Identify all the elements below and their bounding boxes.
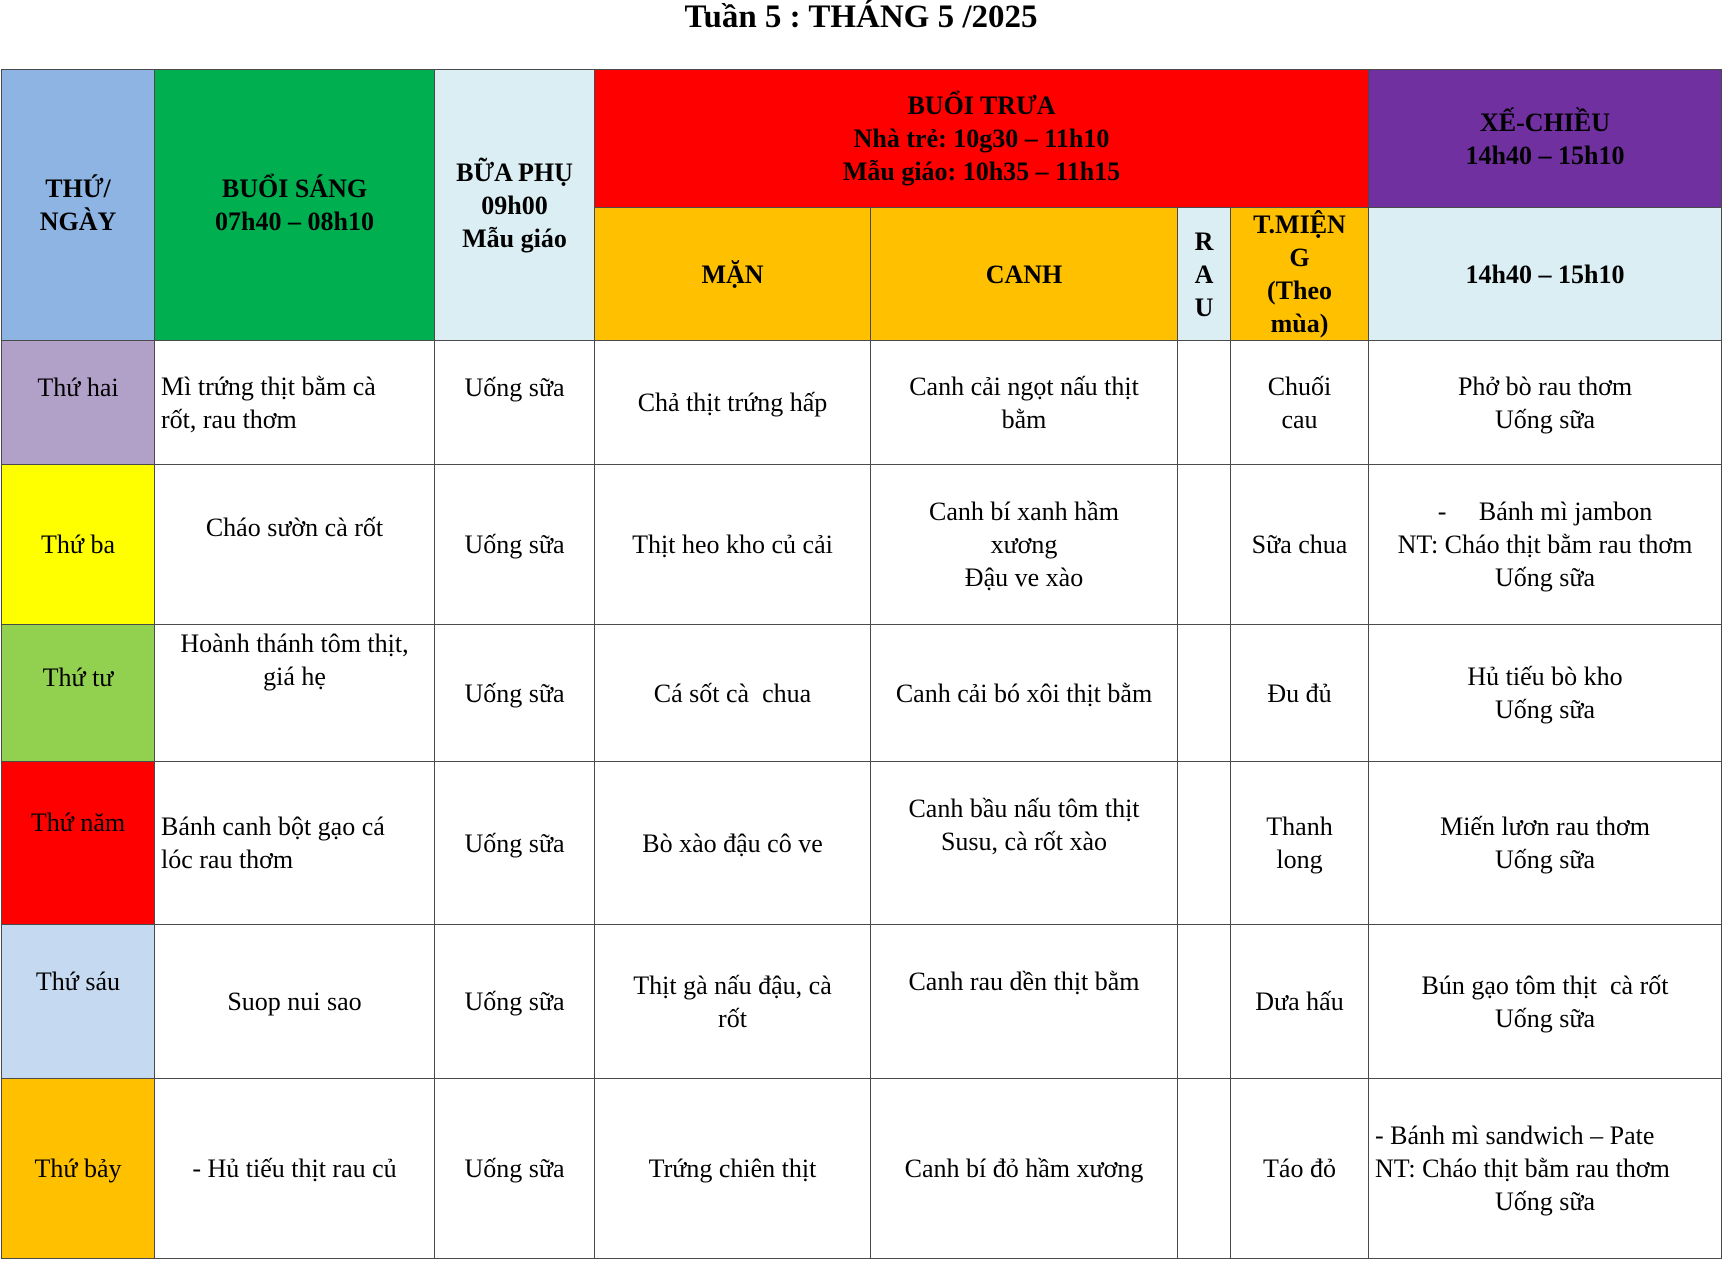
man-cell: Trứng chiên thịt (595, 1079, 871, 1259)
rau-cell (1178, 625, 1231, 762)
snack-cell: Uống sữa (435, 762, 595, 925)
man-cell: Thịt heo kho củ cải (595, 465, 871, 625)
morning-cell: Suop nui sao (155, 925, 435, 1079)
header-man: MẶN (595, 208, 871, 341)
header-canh: CANH (871, 208, 1178, 341)
morning-cell: Cháo sườn cà rốt (155, 465, 435, 625)
dessert-cell: Sữa chua (1231, 465, 1369, 625)
rau-cell (1178, 762, 1231, 925)
snack-cell: Uống sữa (435, 1079, 595, 1259)
header-lunch: BUỔI TRƯA Nhà trẻ: 10g30 – 11h10 Mẫu giáo: 10h35 – 11h15 (595, 70, 1369, 208)
man-cell: Thịt gà nấu đậu, cà rốt (595, 925, 871, 1079)
header-afternoon-time: 14h40 – 15h10 (1369, 208, 1722, 341)
afternoon-cell: - Bánh mì sandwich – Pate NT: Cháo thịt bằm rau thơm Uống sữa (1369, 1079, 1722, 1259)
day-cell: Thứ sáu (2, 925, 155, 1079)
rau-cell (1178, 925, 1231, 1079)
canh-cell: Canh cải bó xôi thịt bằm (871, 625, 1178, 762)
snack-cell: Uống sữa (435, 341, 595, 465)
day-cell: Thứ năm (2, 762, 155, 925)
dessert-cell: Đu đủ (1231, 625, 1369, 762)
table-row (2, 465, 1722, 625)
table-row (2, 625, 1722, 762)
snack-cell: Uống sữa (435, 925, 595, 1079)
day-cell: Thứ tư (2, 625, 155, 762)
afternoon-cell: Bún gạo tôm thịt cà rốt Uống sữa (1369, 925, 1722, 1079)
canh-cell: Canh bí xanh hầm xương Đậu ve xào (871, 465, 1178, 625)
header-rau: R A U (1178, 208, 1231, 341)
day-cell: Thứ bảy (2, 1079, 155, 1259)
table-row (2, 1079, 1722, 1259)
dessert-cell: Dưa hấu (1231, 925, 1369, 1079)
header-snack: BỮA PHỤ 09h00 Mẫu giáo (435, 70, 595, 341)
rau-cell (1178, 1079, 1231, 1259)
morning-cell: - Hủ tiếu thịt rau củ (155, 1079, 435, 1259)
canh-cell: Canh bí đỏ hầm xương (871, 1079, 1178, 1259)
snack-cell: Uống sữa (435, 625, 595, 762)
afternoon-cell: Phở bò rau thơm Uống sữa (1369, 341, 1722, 465)
morning-cell: Mì trứng thịt bằm cà rốt, rau thơm (155, 341, 435, 465)
man-cell: Cá sốt cà chua (595, 625, 871, 762)
rau-cell (1178, 465, 1231, 625)
afternoon-cell: Miến lươn rau thơm Uống sữa (1369, 762, 1722, 925)
canh-cell: Canh bầu nấu tôm thịt Susu, cà rốt xào (871, 762, 1178, 925)
snack-cell: Uống sữa (435, 465, 595, 625)
dessert-cell: Thanh long (1231, 762, 1369, 925)
page-title: Tuần 5 : THÁNG 5 /2025 (684, 0, 1038, 35)
canh-cell: Canh cải ngọt nấu thịt bằm (871, 341, 1178, 465)
canh-cell: Canh rau dền thịt bằm (871, 925, 1178, 1079)
man-cell: Bò xào đậu cô ve (595, 762, 871, 925)
table-row (2, 341, 1722, 465)
dessert-cell: Chuối cau (1231, 341, 1369, 465)
afternoon-cell: Hủ tiếu bò kho Uống sữa (1369, 625, 1722, 762)
header-day: THỨ/ NGÀY (2, 70, 155, 341)
table-row (2, 925, 1722, 1079)
man-cell: Chả thịt trứng hấp (595, 341, 871, 465)
weekly-menu-table (1, 69, 1722, 1259)
afternoon-cell: - Bánh mì jambon NT: Cháo thịt bằm rau thơm Uống sữa (1369, 465, 1722, 625)
header-afternoon: XẾ-CHIỀU 14h40 – 15h10 (1369, 70, 1722, 208)
morning-cell: Bánh canh bột gạo cá lóc rau thơm (155, 762, 435, 925)
header-trang-mieng: T.MIỆN G (Theo mùa) (1231, 208, 1369, 341)
day-cell: Thứ ba (2, 465, 155, 625)
rau-cell (1178, 341, 1231, 465)
morning-cell: Hoành thánh tôm thịt, giá hẹ (155, 625, 435, 762)
dessert-cell: Táo đỏ (1231, 1079, 1369, 1259)
day-cell: Thứ hai (2, 341, 155, 465)
table-row (2, 762, 1722, 925)
header-morning: BUỔI SÁNG 07h40 – 08h10 (155, 70, 435, 341)
